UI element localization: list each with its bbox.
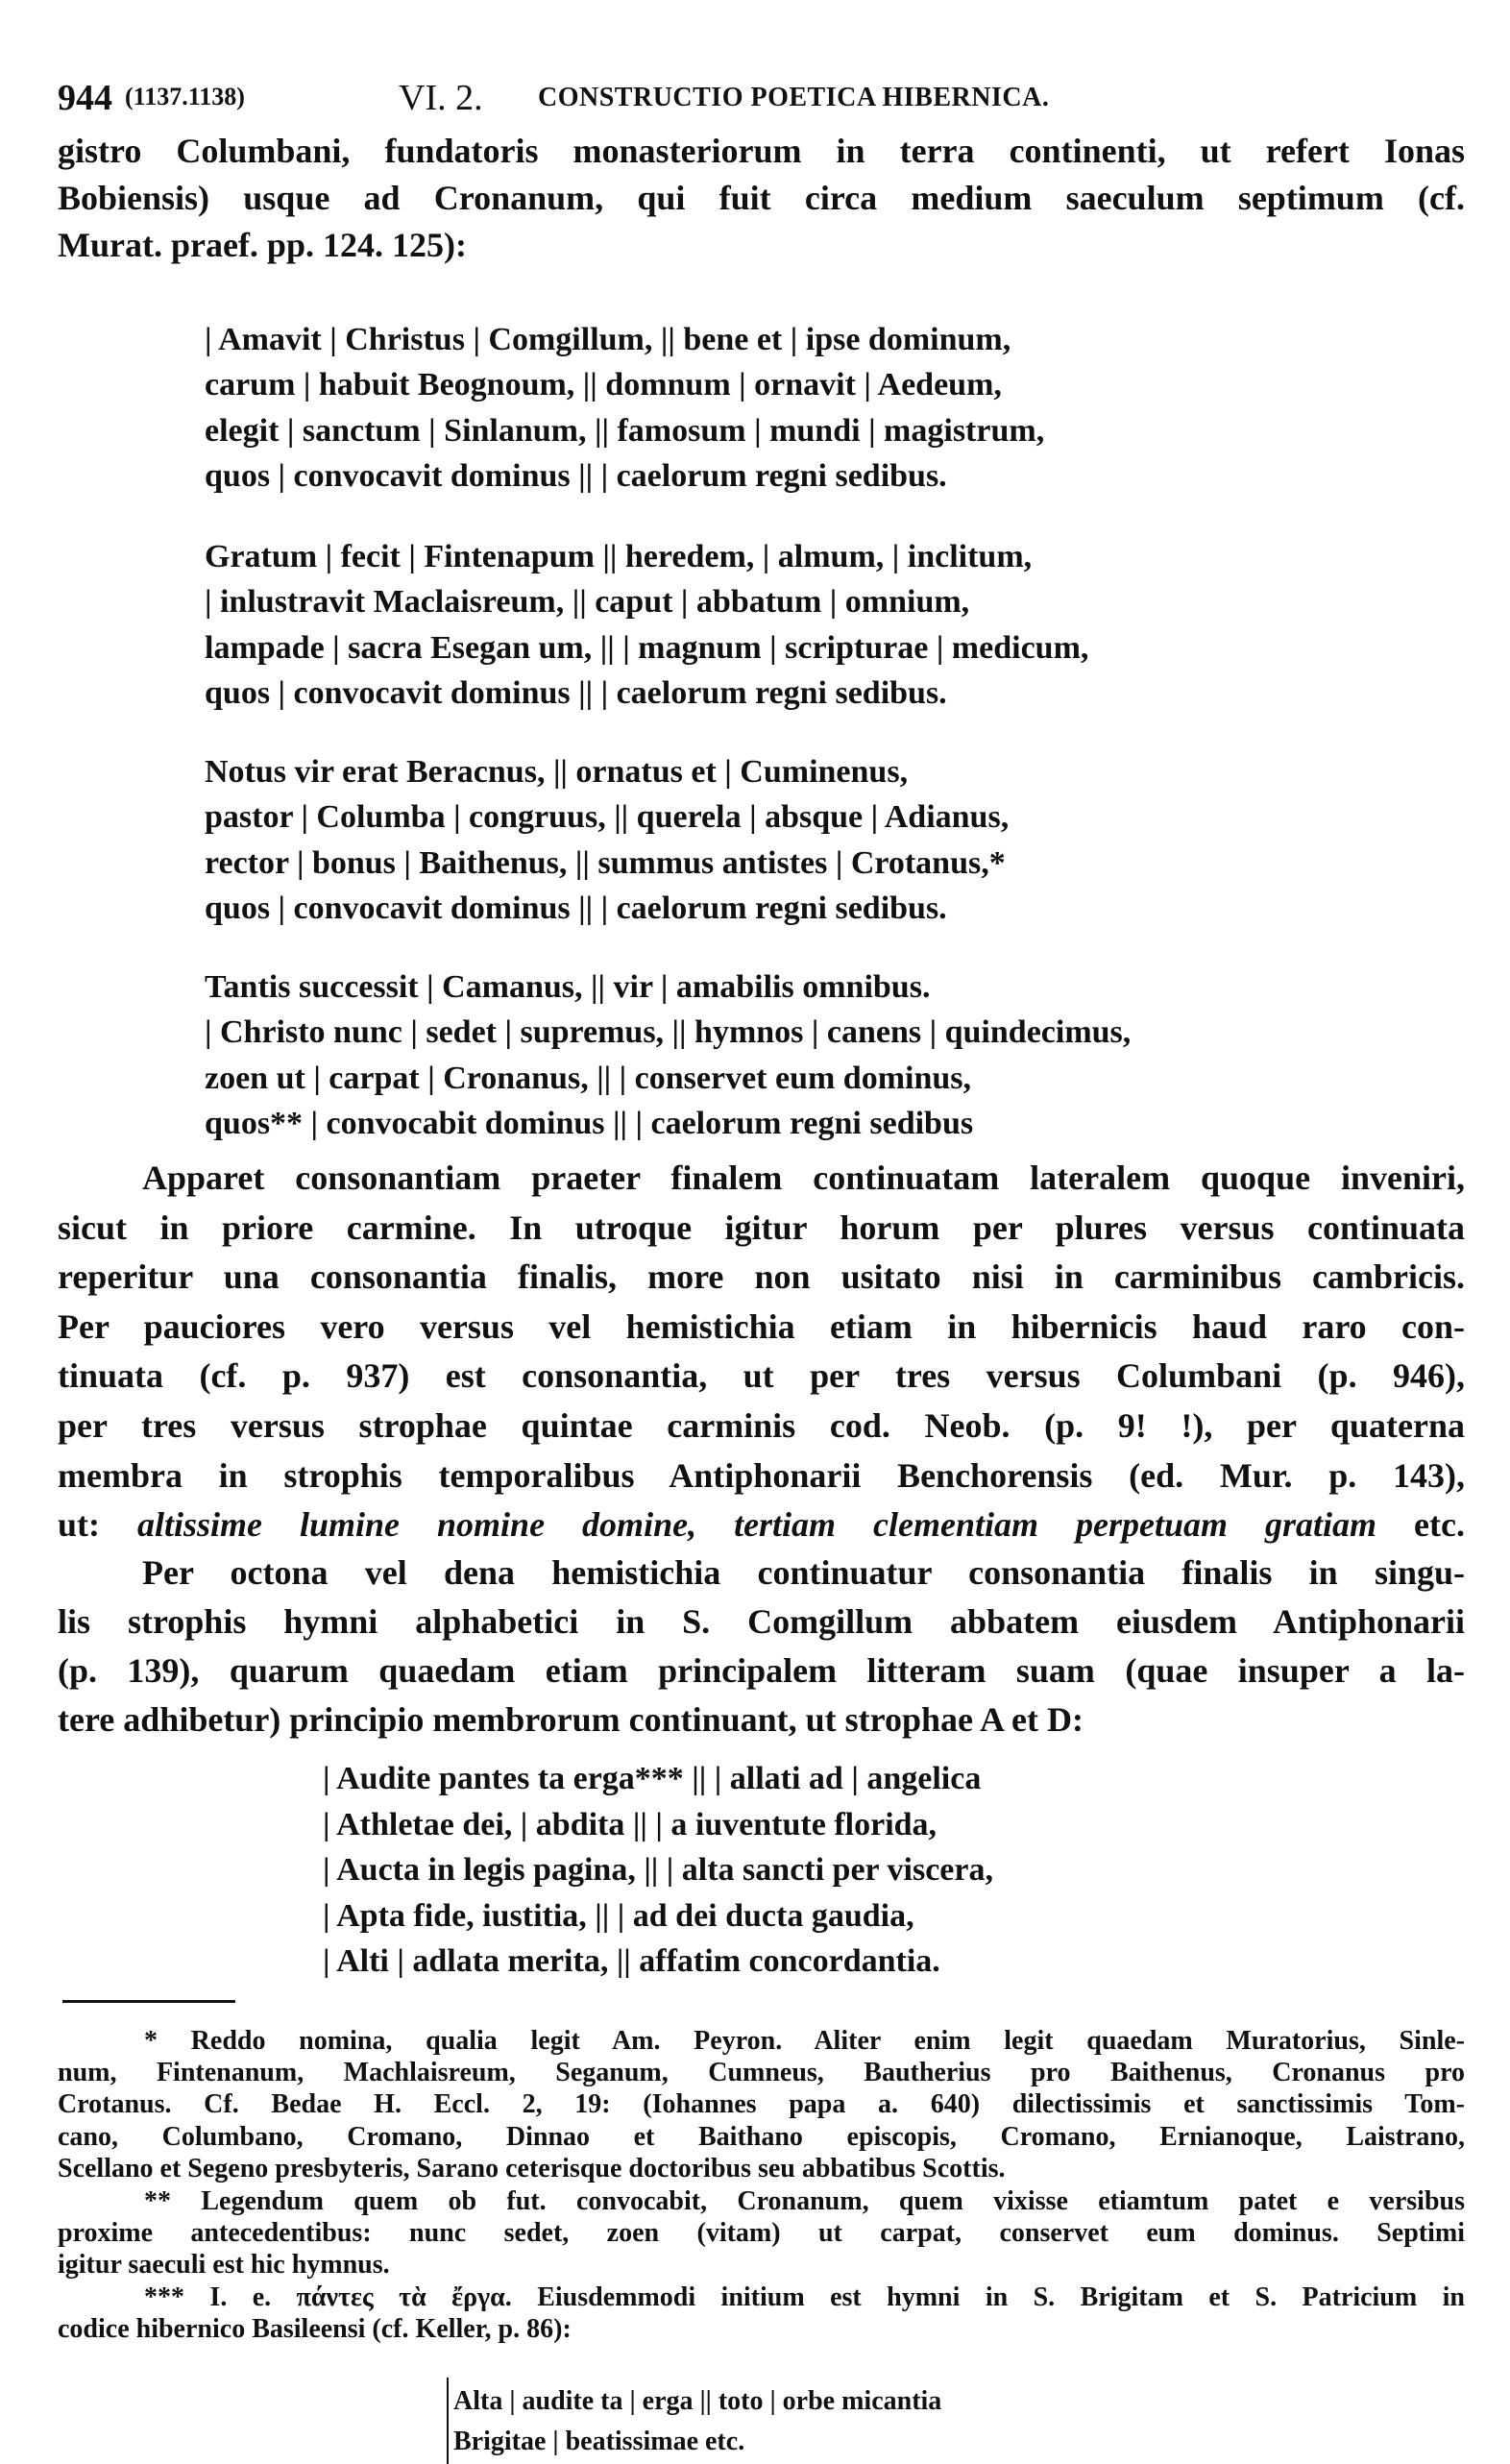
- paragraph-lead: ut:: [58, 1505, 100, 1545]
- footnote-verse-line: Brigitae | beatissimae etc.: [453, 2427, 745, 2456]
- verse-line: quos** | convocabit dominus || | caelorum regni sedibus: [205, 1105, 974, 1141]
- footnote-line: *** I. e. πάντες τὰ ἔργα. Eiusdemmodi initium est hymni in S. Brigitam et S. Patricium in: [144, 2281, 1465, 2312]
- verse-line: | Christo nunc | sedet | supremus, || hymnos | canens | quindecimus,: [205, 1014, 1132, 1051]
- paragraph-line: (p. 139), quarum quaedam etiam principalem litteram suam (quae insuper a la-: [58, 1651, 1465, 1690]
- verse-line: quos | convocavit dominus || | caelorum regni sedibus.: [205, 674, 947, 711]
- column-reference: (1137.1138): [125, 83, 245, 110]
- verse-line: carum | habuit Beognoum, || domnum | ornavit | Aedeum,: [205, 367, 1002, 403]
- hymn-line: | Alti | adlata merita, || affatim concordantia.: [323, 1943, 940, 1979]
- verse-line: Tantis successit | Camanus, || vir | amabilis omnibus.: [205, 969, 931, 1005]
- verse-line: rector | bonus | Baithenus, || summus antistes | Crotanus,*: [205, 844, 1006, 881]
- hymn-line: | Audite pantes ta erga*** || | allati ad | angelica: [323, 1761, 982, 1796]
- verse-line: pastor | Columba | congruus, || querela | absque | Adianus,: [205, 799, 1010, 836]
- verse-line: Gratum | fecit | Fintenapum || heredem, | almum, | inclitum,: [205, 539, 1033, 574]
- paragraph-line: per tres versus strophae quintae carminis cod. Neob. (p. 9! !), per quaterna: [58, 1406, 1465, 1445]
- verse-line: elegit | sanctum | Sinlanum, || famosum | mundi | magistrum,: [205, 412, 1045, 449]
- verse-line: zoen ut | carpat | Cronanus, || | conservet eum dominus,: [205, 1060, 972, 1096]
- paragraph-line: Per octona vel dena hemistichia continuatur consonantia finalis in singu-: [142, 1553, 1465, 1592]
- etc-text: etc.: [1414, 1505, 1465, 1545]
- verse-line: | inlustravit Maclaisreum, || caput | abbatum | omnium,: [205, 584, 970, 621]
- footnote-line: num, Fintenanum, Machlaisreum, Seganum, Cumneus, Bautherius pro Baithenus, Cronanus pro: [58, 2057, 1465, 2087]
- paragraph-line: reperitur una consonantia finalis, more non usitato nisi in carminibus cambricis.: [58, 1257, 1465, 1297]
- footnote-line: proxime antecedentibus: nunc sedet, zoen (vitam) ut carpat, conservet eum dominus. Septimi: [58, 2217, 1465, 2248]
- paragraph-line: sicut in priore carmine. In utroque igitur horum per plures versus continuata: [58, 1208, 1465, 1247]
- verse-line: | Amavit | Christus | Comgillum, || bene et | ipse dominum,: [205, 322, 1011, 357]
- running-title: CONSTRUCTIO POETICA HIBERNICA.: [538, 83, 1050, 112]
- paragraph-line: membra in strophis temporalibus Antiphonarii Benchorensis (ed. Mur. p. 143),: [58, 1455, 1465, 1495]
- footnote-line: igitur saeculi est hic hymnus.: [58, 2250, 390, 2281]
- paragraph-line: lis strophis hymni alphabetici in S. Comgillum abbatem eiusdem Antiphonarii: [58, 1602, 1465, 1641]
- paragraph-line: tinuata (cf. p. 937) est consonantia, ut per tres versus Columbani (p. 946),: [58, 1356, 1465, 1396]
- footnote-line: ** Legendum quem ob fut. convocabit, Cronanum, quem vixisse etiamtum patet e versibus: [144, 2185, 1465, 2216]
- intro-line: Murat. praef. pp. 124. 125):: [58, 226, 467, 264]
- example-phrases: altissime lumine nomine domine, tertiam clementiam perpetuam gratiam: [137, 1505, 1377, 1545]
- paragraph-line: tere adhibetur) principio membrorum continuant, ut strophae A et D:: [58, 1700, 1084, 1739]
- hymn-line: | Aucta in legis pagina, || | alta sancti per viscera,: [323, 1852, 993, 1888]
- footnote-line: Scellano et Segeno presbyteris, Sarano ceterisque doctoribus seu abbatibus Scottis.: [58, 2154, 1006, 2184]
- paragraph-line: Apparet consonantiam praeter finalem continuatam lateralem quoque inveniri,: [142, 1159, 1465, 1197]
- verse-line: lampade | sacra Esegan um, || | magnum | scripturae | medicum,: [205, 629, 1089, 666]
- footnote-line: * Reddo nomina, qualia legit Am. Peyron. Aliter enim legit quaedam Muratorius, Sinle-: [144, 2025, 1465, 2056]
- section-number: VI. 2.: [399, 78, 483, 118]
- footnote-divider: [62, 2000, 235, 2003]
- footnote-verse-line: Alta | audite ta | erga || toto | orbe micantia: [453, 2386, 942, 2416]
- intro-line: Bobiensis) usque ad Cronanum, qui fuit circa medium saeculum septimum (cf.: [58, 179, 1465, 217]
- footnote-line: Crotanus. Cf. Bedae H. Eccl. 2, 19: (Iohannes papa a. 640) dilectissimis et sanctissimis Tom-: [58, 2089, 1465, 2120]
- paragraph-line: [58, 1500, 1465, 1549]
- page-number: 944: [58, 78, 112, 118]
- intro-line: gistro Columbani, fundatoris monasteriorum in terra continenti, ut refert Ionas: [58, 132, 1465, 170]
- footnote-line: cano, Columbano, Cromano, Dinnao et Baithano episcopis, Cromano, Ernianoque, Laistrano,: [58, 2121, 1465, 2152]
- hymn-line: | Apta fide, iustitia, || | ad dei ducta gaudia,: [323, 1897, 914, 1934]
- verse-line: quos | convocavit dominus || | caelorum regni sedibus.: [205, 457, 947, 494]
- hymn-line: | Athletae dei, | abdita || | a iuventute florida,: [323, 1806, 938, 1842]
- verse-line: quos | convocavit dominus || | caelorum regni sedibus.: [205, 890, 947, 926]
- footnote-line: codice hibernico Basileensi (cf. Keller, p. 86):: [58, 2314, 572, 2345]
- verse-line: Notus vir erat Beracnus, || ornatus et | Cuminenus,: [205, 754, 909, 790]
- paragraph-line: Per pauciores vero versus vel hemistichia etiam in hibernicis haud raro con-: [58, 1306, 1465, 1346]
- verse-bracket: [447, 2378, 449, 2464]
